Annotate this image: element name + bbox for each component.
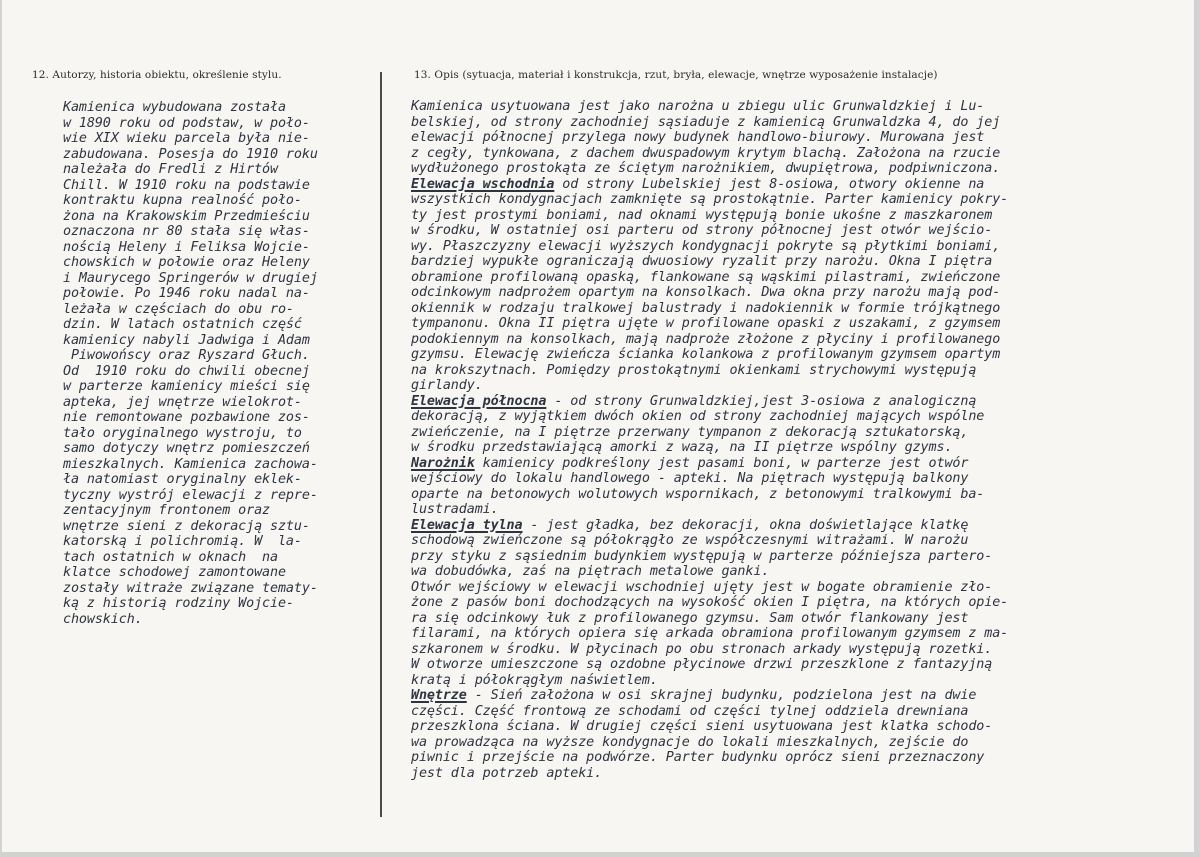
description-text: odcinkowym nadprożem opartym na konsolkach. Dwa okna przy narożu mają pod- bbox=[411, 285, 1001, 300]
history-text-line: katorską i polichromią. W la- bbox=[63, 534, 302, 549]
description-text-line bbox=[411, 347, 1008, 363]
history-text-line: Kamienica wybudowana została bbox=[63, 100, 286, 115]
history-text-line: samo dotyczy wnętrz pomieszczeń bbox=[63, 441, 310, 456]
history-text-line: Chill. W 1910 roku na podstawie bbox=[63, 177, 310, 193]
description-text-line bbox=[411, 580, 1008, 596]
history-text-line: połowie. Po 1946 roku nadal na- bbox=[63, 286, 310, 301]
description-text-line bbox=[411, 518, 1008, 534]
history-text-line: tyczny wystrój elewacji z repre- bbox=[63, 487, 318, 503]
history-text-line: mieszkalnych. Kamienica zachowa- bbox=[63, 456, 318, 472]
section-13-heading: 13. Opis (sytuacja, materiał i konstrukcja, rzut, bryła, elewacje, wnętrze wyposażenie instalacje) bbox=[414, 69, 938, 81]
description-text: - jest gładka, bez dekoracji, okna doświetlające klatkę bbox=[522, 517, 969, 533]
history-text-line: kontraktu kupna realność poło- bbox=[63, 193, 302, 208]
description-text-line bbox=[411, 564, 1008, 580]
history-text-line: tach ostatnich w oknach na bbox=[63, 549, 278, 565]
description-text-line bbox=[411, 719, 1008, 735]
description-text: elewacji północnej przylega nowy budynek handlowo-biurowy. Murowana jest bbox=[411, 130, 985, 145]
history-text-line: żona na Krakowskim Przedmieściu bbox=[63, 208, 310, 224]
history-text-line: oznaczona nr 80 stała się włas- bbox=[63, 224, 310, 239]
history-text-line: apteka, jej wnętrze wielokrot- bbox=[63, 394, 302, 410]
description-text-line bbox=[411, 239, 1008, 255]
description-text: filarami, na których opiera się arkada obramiona profilowanym gzymsem z ma- bbox=[411, 626, 1009, 641]
history-text-line: wie XIX wieku parcela była nie- bbox=[63, 131, 310, 146]
description-text-line bbox=[411, 440, 1008, 456]
description-text: Kamienica usytuowana jest jako narożna u zbiegu ulic Grunwaldzkiej i Lu- bbox=[411, 99, 985, 114]
history-text-line: Od 1910 roku do chwili obecnej bbox=[63, 363, 310, 379]
description-text: części. Część frontową ze schodami od części tylnej oddziela drewniana bbox=[411, 703, 969, 719]
history-text-line: w parterze kamienicy mieści się bbox=[63, 379, 310, 394]
description-text: z cegły, tynkowana, z dachem dwuspadowym krytym blachą. Założona na rzucie bbox=[411, 145, 1001, 161]
description-text: gzymsu. Elewację zwieńcza ścianka kolankowa z profilowanym gzymsem opartym bbox=[411, 347, 1001, 362]
description-text-line bbox=[411, 595, 1008, 611]
description-text-line bbox=[411, 146, 1008, 162]
description-text: Otwór wejściowy w elewacji wschodniej ujęty jest w bogate obramienie zło- bbox=[411, 579, 993, 595]
history-text-line: zostały witraże związane tematy- bbox=[63, 580, 318, 596]
history-text-line: chowskich w połowie oraz Heleny bbox=[63, 255, 310, 270]
description-text: bardziej wypukłe ograniczają dwuosiowy ryzalit przy narożu. Okna I piętra bbox=[411, 254, 993, 269]
description-text-line bbox=[411, 642, 1008, 658]
description-text-line bbox=[411, 657, 1008, 673]
history-text-line: nością Heleny i Feliksa Wojcie- bbox=[63, 239, 310, 255]
description-text: kratą i półokrągłym naświetlem. bbox=[411, 672, 658, 688]
description-text-line bbox=[411, 626, 1008, 642]
description-text: W otworze umieszczone są ozdobne płycinowe drzwi przeszklone z fantazyjną bbox=[411, 657, 993, 672]
column-divider bbox=[380, 72, 382, 817]
description-text: wa dobudówka, zaś na piętrach metalowe ganki. bbox=[411, 564, 770, 579]
description-text: przeszklona ściana. W drugiej części sieni usytuowana jest klatka schodo- bbox=[411, 719, 993, 734]
history-text-line: tało oryginalnego wystroju, to bbox=[63, 425, 302, 441]
description-text-line bbox=[411, 750, 1008, 766]
description-text-line bbox=[411, 363, 1008, 379]
description-text-line bbox=[411, 254, 1008, 270]
description-text: dekoracją, z wyjątkiem dwóch okien od strony zachodniej mających wspólne bbox=[411, 409, 985, 424]
description-text-line bbox=[411, 378, 1008, 394]
description-text: piwnic i przejście na podwórze. Parter budynku oprócz sieni przeznaczony bbox=[411, 750, 985, 765]
description-text-line bbox=[411, 223, 1008, 239]
history-text-line: dzin. W latach ostatnich część bbox=[63, 317, 302, 332]
description-text-line bbox=[411, 456, 1008, 472]
description-text-line bbox=[411, 688, 1008, 704]
description-text: lustradami. bbox=[411, 502, 499, 517]
description-text: belskiej, od strony zachodniej sąsiaduje z kamienicą Grunwaldzka 4, do jej bbox=[411, 114, 1001, 130]
underlined-subheading: Elewacja północna bbox=[411, 393, 547, 409]
description-text-line bbox=[411, 471, 1008, 487]
description-text: jest dla potrzeb apteki. bbox=[411, 765, 603, 781]
description-text-line bbox=[411, 611, 1008, 627]
description-text: wszystkich kondygnacjach zamknięte są prostokątnie. Parter kamienicy pokry- bbox=[411, 192, 1009, 207]
history-text-line: leżała w częściach do obu ro- bbox=[63, 301, 294, 317]
description-text: ra się odcinkowy łuk z profilowanego gzymsu. Sam otwór flankowany jest bbox=[411, 610, 969, 626]
history-text-line: klatce schodowej zamontowane bbox=[63, 565, 286, 580]
description-text: kamienicy podkreślony jest pasami boni, w parterze jest otwór bbox=[474, 455, 969, 471]
description-text: od strony Lubelskiej jest 8-osiowa, otwory okienne na bbox=[554, 176, 985, 192]
description-text: żone z pasów boni dochodzących na wysokość okien I piętra, na których opie- bbox=[411, 595, 1009, 610]
description-text-line bbox=[411, 673, 1008, 689]
description-text-line bbox=[411, 192, 1008, 208]
description-text-line bbox=[411, 208, 1008, 224]
description-text-line bbox=[411, 409, 1008, 425]
description-text-line bbox=[411, 533, 1008, 549]
description-text-line bbox=[411, 285, 1008, 301]
description-text-line bbox=[411, 270, 1008, 286]
description-text-line bbox=[411, 115, 1008, 131]
description-text: w środku, W ostatniej osi parteru od strony północnej jest otwór wejścio- bbox=[411, 223, 993, 238]
history-text-column bbox=[63, 100, 318, 627]
description-text: oparte na betonowych wolutowych wspornikach, z betonowymi tralkowymi ba- bbox=[411, 486, 985, 502]
description-text-line bbox=[411, 487, 1008, 503]
description-text: obramione profilowaną opaską, flankowane są wąskimi pilastrami, zwieńczone bbox=[411, 269, 1001, 285]
history-text-line: kamienicy nabyli Jadwiga i Adam bbox=[63, 332, 310, 348]
section-12-heading: 12. Autorzy, historia obiektu, określenie stylu. bbox=[32, 69, 282, 81]
underlined-subheading: Elewacja tylna bbox=[411, 517, 523, 533]
description-text-line bbox=[411, 549, 1008, 565]
description-text: - od strony Grunwaldzkiej,jest 3-osiowa z analogiczną bbox=[546, 393, 977, 409]
history-text-line: nie remontowane pozbawione zos- bbox=[63, 410, 310, 425]
description-text: - Sień założona w osi skrajnej budynku, podzielona jest na dwie bbox=[466, 688, 977, 703]
description-text-line bbox=[411, 766, 1008, 782]
description-text: wejściowy do lokalu handlowego - apteki. Na piętrach występują balkony bbox=[411, 471, 969, 486]
history-text-line: wnętrze sieni z dekoracją sztu- bbox=[63, 518, 310, 534]
description-text-line bbox=[411, 704, 1008, 720]
history-text-line: ła natomiast oryginalny eklek- bbox=[63, 472, 302, 487]
document-page bbox=[2, 0, 1194, 852]
history-text-line: Piwowońscy oraz Ryszard Głuch. bbox=[63, 348, 310, 363]
history-text-line: w 1890 roku od podstaw, w poło- bbox=[63, 115, 310, 131]
description-text-line bbox=[411, 161, 1008, 177]
history-text-line: zentacyjnym frontonem oraz bbox=[63, 503, 271, 518]
description-text-line bbox=[411, 130, 1008, 146]
history-text-line: należała do Fredli z Hirtów bbox=[63, 162, 278, 177]
description-text: na krokszytnach. Pomiędzy prostokątnymi okienkami strychowymi występują bbox=[411, 362, 977, 378]
history-text-line: ką z historią rodziny Wojcie- bbox=[63, 596, 294, 611]
description-text: wy. Płaszczyzny elewacji wyższych kondygnacji pokryte są płytkimi boniami, bbox=[411, 238, 1001, 254]
underlined-subheading: Elewacja wschodnia bbox=[411, 176, 555, 192]
description-text-column bbox=[411, 99, 1008, 781]
description-text-line bbox=[411, 316, 1008, 332]
description-text: przy styku z sąsiednim budynkiem występują w parterze późniejsza partero- bbox=[411, 548, 993, 564]
description-text: w środku przedstawiającą amorki z wazą, na II piętrze wspólny gzyms. bbox=[411, 440, 953, 455]
history-text-line: i Maurycego Springerów w drugiej bbox=[63, 270, 318, 286]
description-text: tympanonu. Okna II piętra ujęte w profilowane opaski z uszakami, z gzymsem bbox=[411, 316, 1001, 331]
description-text-line bbox=[411, 177, 1008, 193]
description-text-line bbox=[411, 394, 1008, 410]
description-text-line bbox=[411, 332, 1008, 348]
description-text-line bbox=[411, 502, 1008, 518]
history-text-line: chowskich. bbox=[63, 611, 143, 627]
description-text: szkaronem w środku. W płycinach po obu stronach arkady występują rozetki. bbox=[411, 641, 993, 657]
description-text: wa prowadząca na wyższe kondygnacje do lokali mieszkalnych, zejście do bbox=[411, 734, 969, 750]
description-text: podokiennym na konsolkach, mają nadproże złożone z płyciny i profilowanego bbox=[411, 331, 1001, 347]
history-text-line: zabudowana. Posesja do 1910 roku bbox=[63, 146, 318, 162]
description-text: ty jest prostymi boniami, nad oknami występują bonie ukośne z maszkaronem bbox=[411, 207, 993, 223]
description-text-line bbox=[411, 301, 1008, 317]
description-text: wydłużonego prostokąta ze ściętym narożnikiem, dwupiętrowa, podpiwniczona. bbox=[411, 161, 1001, 176]
description-text: schodową zwieńczone są półokrągło ze współczesnymi witrażami. W narożu bbox=[411, 533, 969, 548]
description-text: girlandy. bbox=[411, 378, 483, 393]
description-text-line bbox=[411, 99, 1008, 115]
underlined-subheading: Narożnik bbox=[411, 455, 475, 471]
description-text-line bbox=[411, 425, 1008, 441]
description-text-line bbox=[411, 735, 1008, 751]
description-text: okiennik w rodzaju tralkowej balustrady i nadokiennik w formie trójkątnego bbox=[411, 300, 1001, 316]
underlined-subheading: Wnętrze bbox=[411, 688, 467, 703]
description-text: zwieńczenie, na I piętrze przerwany tympanon z dekoracją sztukatorską, bbox=[411, 424, 969, 440]
